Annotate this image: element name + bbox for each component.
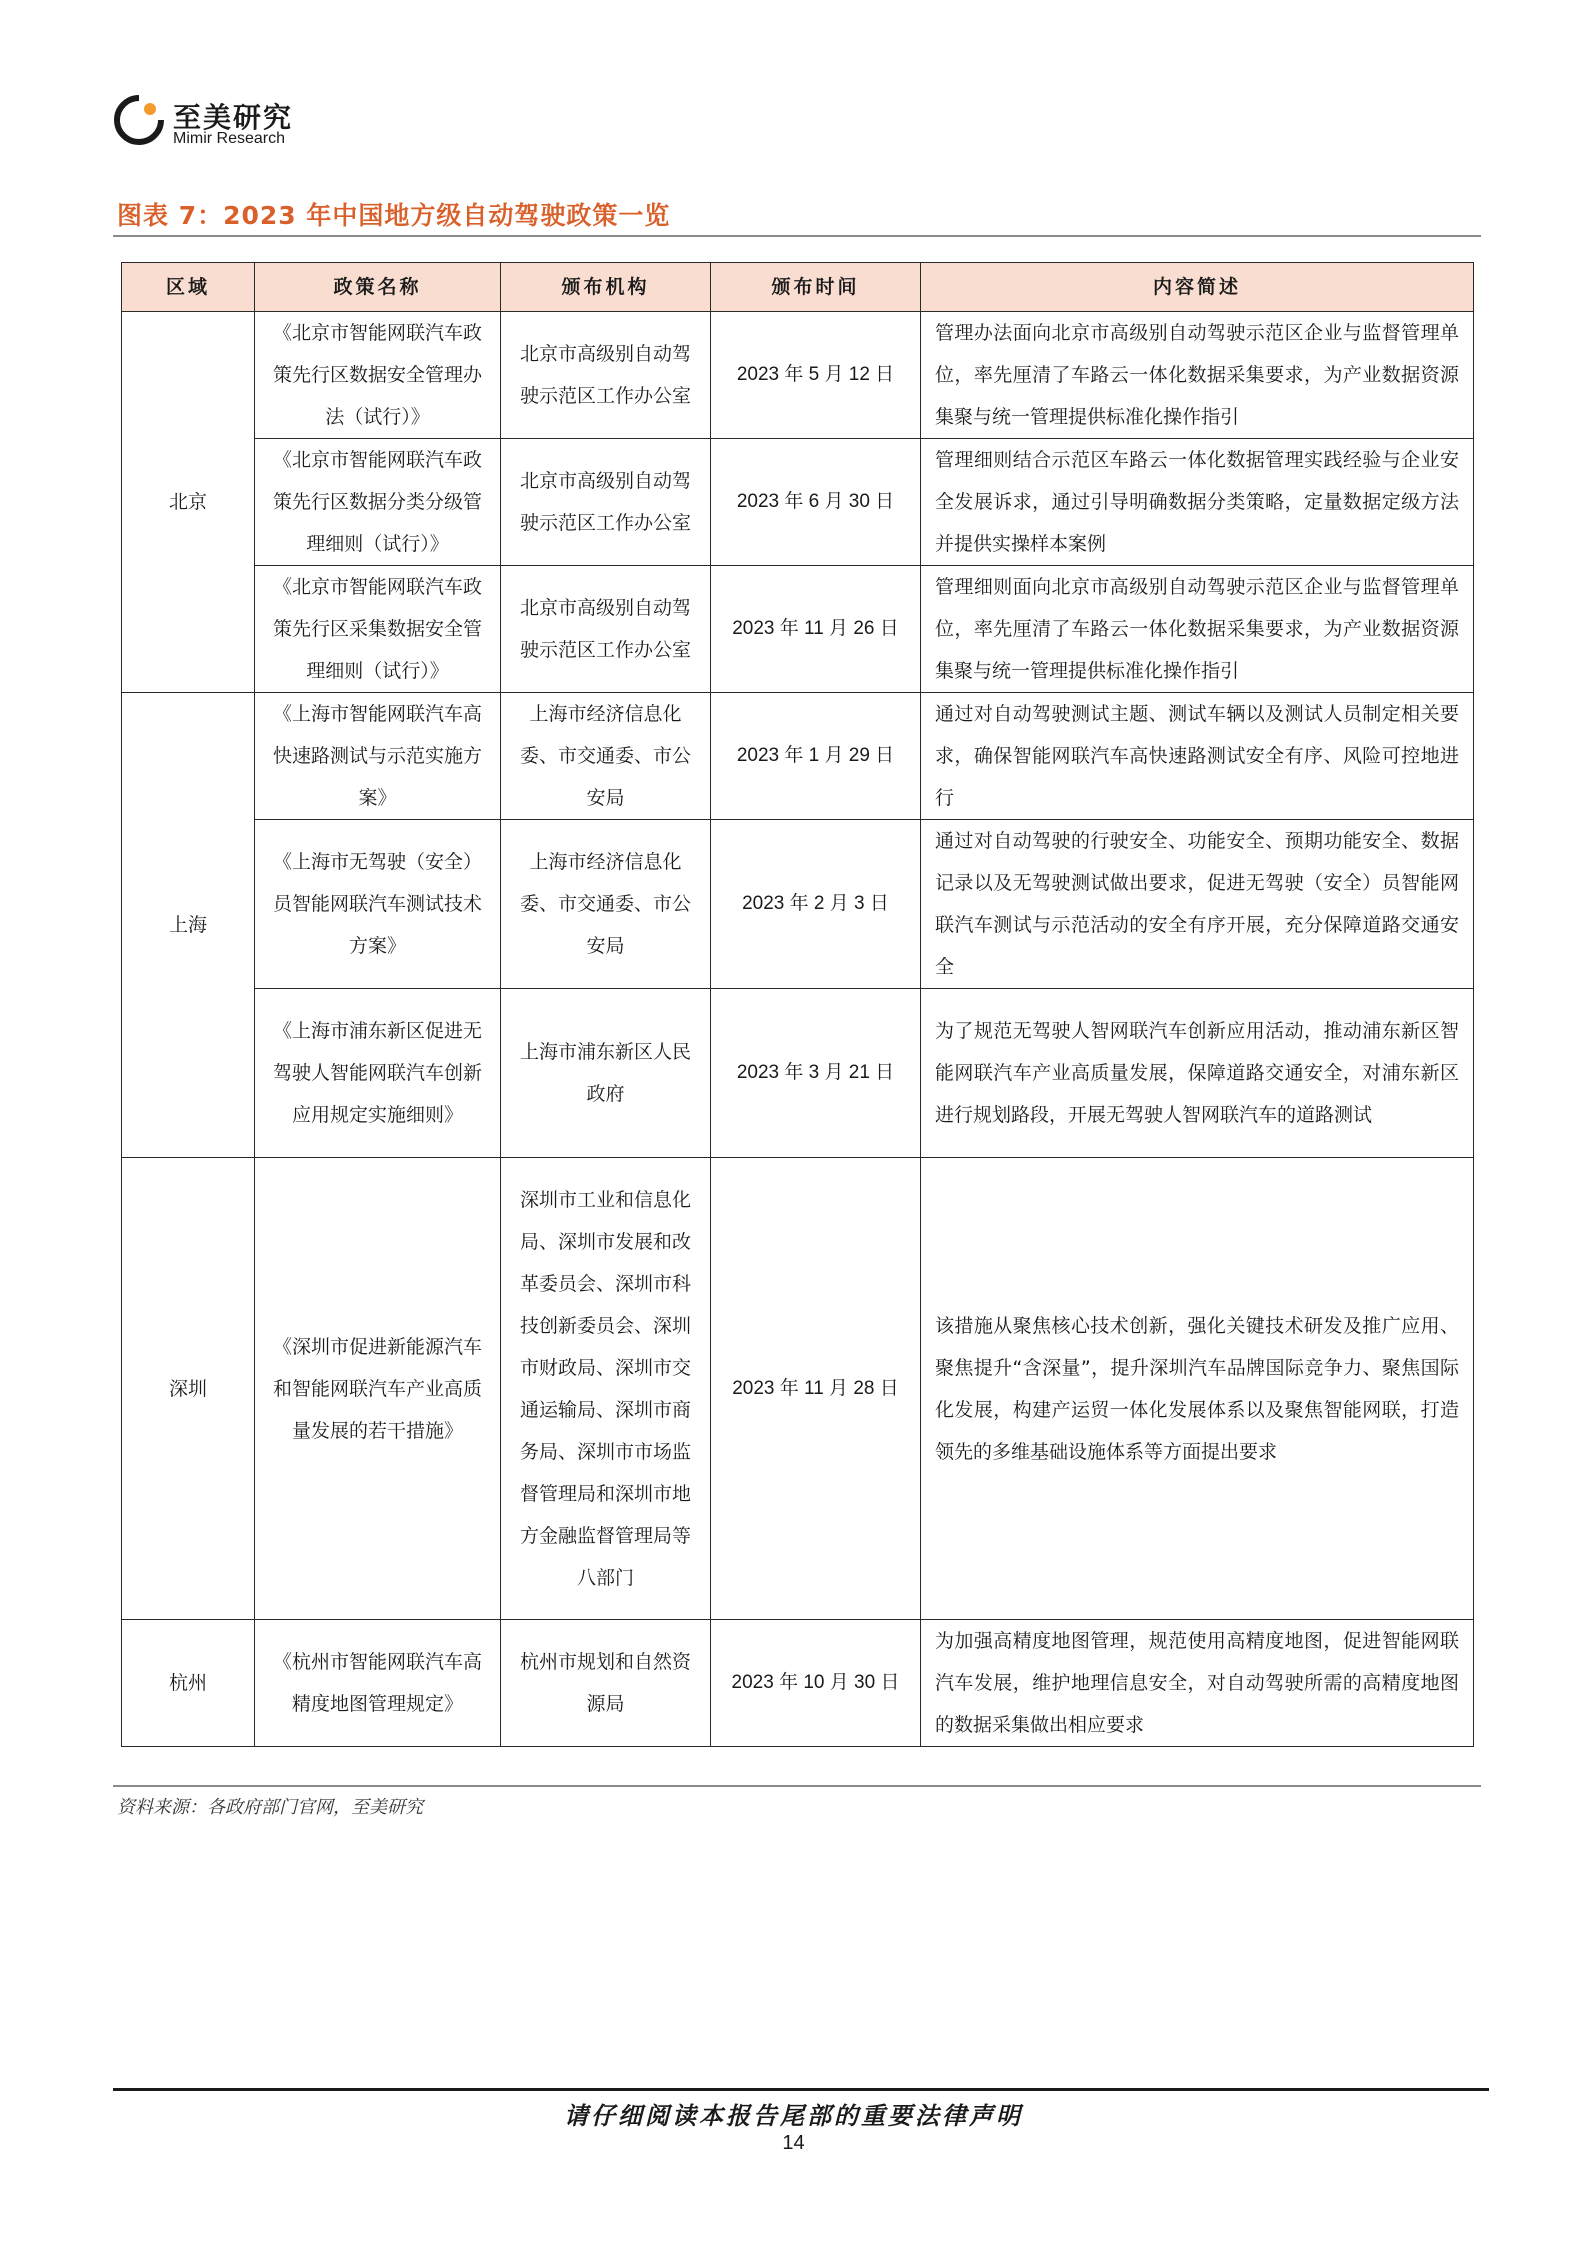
page-number: 14 (782, 2132, 805, 2154)
summary-cell: 为了规范无驾驶人智网联汽车创新应用活动，推动浦东新区智能网联汽车产业高质量发展，保障道路交通安全，对浦东新区进行规划路段，开展无驾驶人智网联汽车的道路测试 (921, 989, 1474, 1158)
column-header: 颁布时间 (711, 263, 921, 312)
policy-name-cell: 《上海市浦东新区促进无驾驶人智能网联汽车创新应用规定实施细则》 (255, 989, 501, 1158)
title-divider (113, 235, 1481, 237)
policy-name-cell: 《北京市智能网联汽车政策先行区数据分类分级管理细则（试行）》 (255, 439, 501, 566)
column-header: 颁布机构 (501, 263, 711, 312)
footer-divider (113, 2088, 1489, 2091)
policy-table (121, 262, 1474, 1747)
summary-cell: 该措施从聚焦核心技术创新，强化关键技术研发及推广应用、聚焦提升“含深量”，提升深圳汽车品牌国际竞争力、聚焦国际化发展，构建产运贸一体化发展体系以及聚焦智能网联，打造领先的多维基础设施体系等方面提出要求 (921, 1158, 1474, 1620)
date-cell: 2023 年 11 月 26 日 (711, 566, 921, 693)
issuer-cell: 北京市高级别自动驾驶示范区工作办公室 (501, 439, 711, 566)
date-cell: 2023 年 5 月 12 日 (711, 312, 921, 439)
summary-cell: 管理细则面向北京市高级别自动驾驶示范区企业与监督管理单位，率先厘清了车路云一体化数据采集要求，为产业数据资源集聚与统一管理提供标准化操作指引 (921, 566, 1474, 693)
date-cell: 2023 年 10 月 30 日 (711, 1620, 921, 1747)
logo-mark-icon (113, 94, 165, 146)
issuer-cell: 杭州市规划和自然资源局 (501, 1620, 711, 1747)
table-row (122, 820, 1474, 989)
date-cell: 2023 年 2 月 3 日 (711, 820, 921, 989)
region-cell: 深圳 (122, 1158, 255, 1620)
policy-name-cell: 《上海市无驾驶（安全）员智能网联汽车测试技术方案》 (255, 820, 501, 989)
issuer-cell: 北京市高级别自动驾驶示范区工作办公室 (501, 312, 711, 439)
policy-name-cell: 《深圳市促进新能源汽车和智能网联汽车产业高质量发展的若干措施》 (255, 1158, 501, 1620)
issuer-cell: 深圳市工业和信息化局、深圳市发展和改革委员会、深圳市科技创新委员会、深圳市财政局、深圳市交通运输局、深圳市商务局、深圳市市场监督管理局和深圳市地方金融监督管理局等八部门 (501, 1158, 711, 1620)
table-row (122, 1158, 1474, 1620)
table-row (122, 1620, 1474, 1747)
table-bottom-divider (113, 1785, 1481, 1787)
issuer-cell: 北京市高级别自动驾驶示范区工作办公室 (501, 566, 711, 693)
issuer-cell: 上海市浦东新区人民政府 (501, 989, 711, 1158)
table-row (122, 693, 1474, 820)
table-row (122, 312, 1474, 439)
source-note: 资料来源：各政府部门官网，至美研究 (117, 1797, 423, 1818)
date-cell: 2023 年 6 月 30 日 (711, 439, 921, 566)
summary-cell: 通过对自动驾驶的行驶安全、功能安全、预期功能安全、数据记录以及无驾驶测试做出要求，促进无驾驶（安全）员智能网联汽车测试与示范活动的安全有序开展，充分保障道路交通安全 (921, 820, 1474, 989)
policy-name-cell: 《北京市智能网联汽车政策先行区数据安全管理办法（试行）》 (255, 312, 501, 439)
issuer-cell: 上海市经济信息化委、市交通委、市公安局 (501, 820, 711, 989)
issuer-cell: 上海市经济信息化委、市交通委、市公安局 (501, 693, 711, 820)
date-cell: 2023 年 1 月 29 日 (711, 693, 921, 820)
figure-title: 图表 7：2023 年中国地方级自动驾驶政策一览 (117, 201, 671, 230)
table-header-row (122, 263, 1474, 312)
policy-name-cell: 《杭州市智能网联汽车高精度地图管理规定》 (255, 1620, 501, 1747)
table-row (122, 566, 1474, 693)
logo-en-text: Mimir Research (173, 130, 286, 147)
summary-cell: 管理办法面向北京市高级别自动驾驶示范区企业与监督管理单位，率先厘清了车路云一体化数据采集要求，为产业数据资源集聚与统一管理提供标准化操作指引 (921, 312, 1474, 439)
date-cell: 2023 年 3 月 21 日 (711, 989, 921, 1158)
summary-cell: 管理细则结合示范区车路云一体化数据管理实践经验与企业安全发展诉求，通过引导明确数据分类策略，定量数据定级方法并提供实操样本案例 (921, 439, 1474, 566)
date-cell: 2023 年 11 月 28 日 (711, 1158, 921, 1620)
summary-cell: 为加强高精度地图管理，规范使用高精度地图，促进智能网联汽车发展，维护地理信息安全，对自动驾驶所需的高精度地图的数据采集做出相应要求 (921, 1620, 1474, 1747)
table-row (122, 439, 1474, 566)
brand-logo (113, 92, 363, 152)
summary-cell: 通过对自动驾驶测试主题、测试车辆以及测试人员制定相关要求，确保智能网联汽车高快速路测试安全有序、风险可控地进行 (921, 693, 1474, 820)
column-header: 政策名称 (255, 263, 501, 312)
table-row (122, 989, 1474, 1158)
region-cell: 北京 (122, 312, 255, 693)
policy-name-cell: 《上海市智能网联汽车高快速路测试与示范实施方案》 (255, 693, 501, 820)
logo-cn-text: 至美研究 (173, 101, 294, 134)
region-cell: 杭州 (122, 1620, 255, 1747)
column-header: 内容简述 (921, 263, 1474, 312)
legal-notice: 请仔细阅读本报告尾部的重要法律声明 (564, 2102, 1023, 2130)
policy-name-cell: 《北京市智能网联汽车政策先行区采集数据安全管理细则（试行）》 (255, 566, 501, 693)
region-cell: 上海 (122, 693, 255, 1158)
column-header: 区域 (122, 263, 255, 312)
